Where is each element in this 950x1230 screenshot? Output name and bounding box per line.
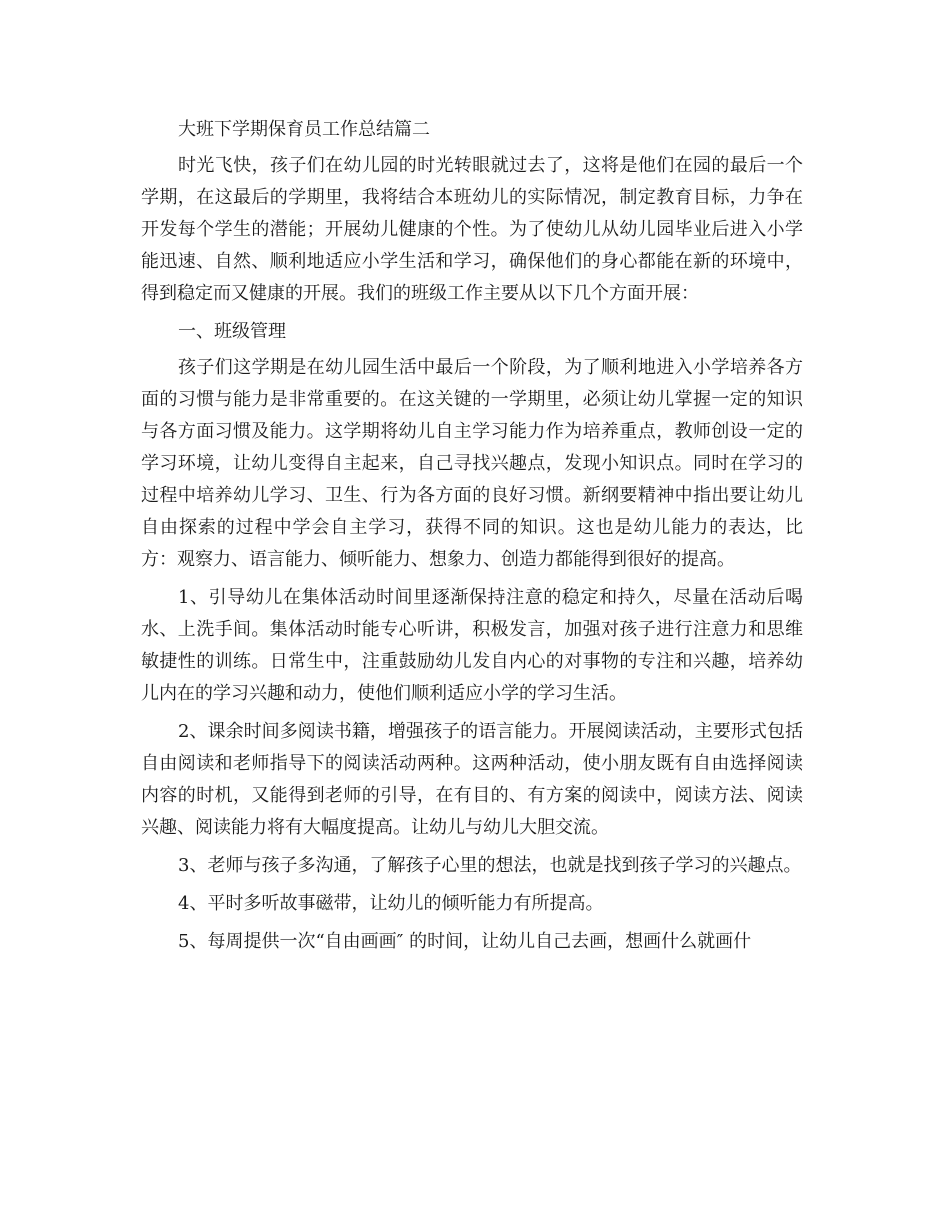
section-heading: 一、班级管理 <box>178 321 286 342</box>
list-item: 3、老师与孩子多沟通，了解孩子心里的想法，也就是找到孩子学习的兴趣点。 <box>178 855 802 876</box>
document-title: 大班下学期保育员工作总结篇二 <box>178 119 430 140</box>
list-item: 2、课余时间多阅读书籍，增强孩子的语言能力。开展阅读活动，主要形式包括自由阅读和老师指导下的阅读活动两种。这两种活动，使小朋友既有自由选择阅读内容的时机，又能得到老师的引导，在有目的、有方案的阅读中，阅读方法、阅读兴趣、阅读能力将有大幅度提高。让幼儿与幼儿大胆交流。 <box>141 721 803 838</box>
body-paragraph: 孩子们这学期是在幼儿园生活中最后一个阶段，为了顺利地进入小学培养各方面的习惯与能力是非常重要的。在这关键的一学期里，必须让幼儿掌握一定的知识与各方面习惯及能力。这学期将幼儿自主学习能力作为培养重点，教师创设一定的学习环境，让幼儿变得自主起来，自己寻找兴趣点，发现小知识点。同时在学习的过程中培养幼儿学习、卫生、行为各方面的良好习惯。新纲要精神中指出要让幼儿自由探索的过程中学会自主学习，获得不同的知识。这也是幼儿能力的表达，比方：观察力、语言能力、倾听能力、想象力、创造力都能得到很好的提高。 <box>141 357 803 570</box>
list-item: 4、平时多听故事磁带，让幼儿的倾听能力有所提高。 <box>178 893 604 914</box>
intro-paragraph: 时光飞快，孩子们在幼儿园的时光转眼就过去了，这将是他们在园的最后一个学期，在这最后的学期里，我将结合本班幼儿的实际情况，制定教育目标，力争在开发每个学生的潜能；开展幼儿健康的个性。为了使幼儿从幼儿园毕业后进入小学能迅速、自然、顺利地适应小学生活和学习，确保他们的身心都能在新的环境中，得到稳定而又健康的开展。我们的班级工作主要从以下几个方面开展： <box>141 155 803 304</box>
document-body <box>141 114 803 964</box>
list-item: 5、每周提供一次“自由画画″ 的时间，让幼儿自己去画，想画什么就画什 <box>178 931 752 952</box>
list-item: 1、引导幼儿在集体活动时间里逐渐保持注意的稳定和持久，尽量在活动后喝水、上洗手间。集体活动时能专心听讲，积极发言，加强对孩子进行注意力和思维敏捷性的训练。日常生中，注重鼓励幼儿发自内心的对事物的专注和兴趣，培养幼儿内在的学习兴趣和动力，使他们顺利适应小学的学习生活。 <box>141 587 803 704</box>
